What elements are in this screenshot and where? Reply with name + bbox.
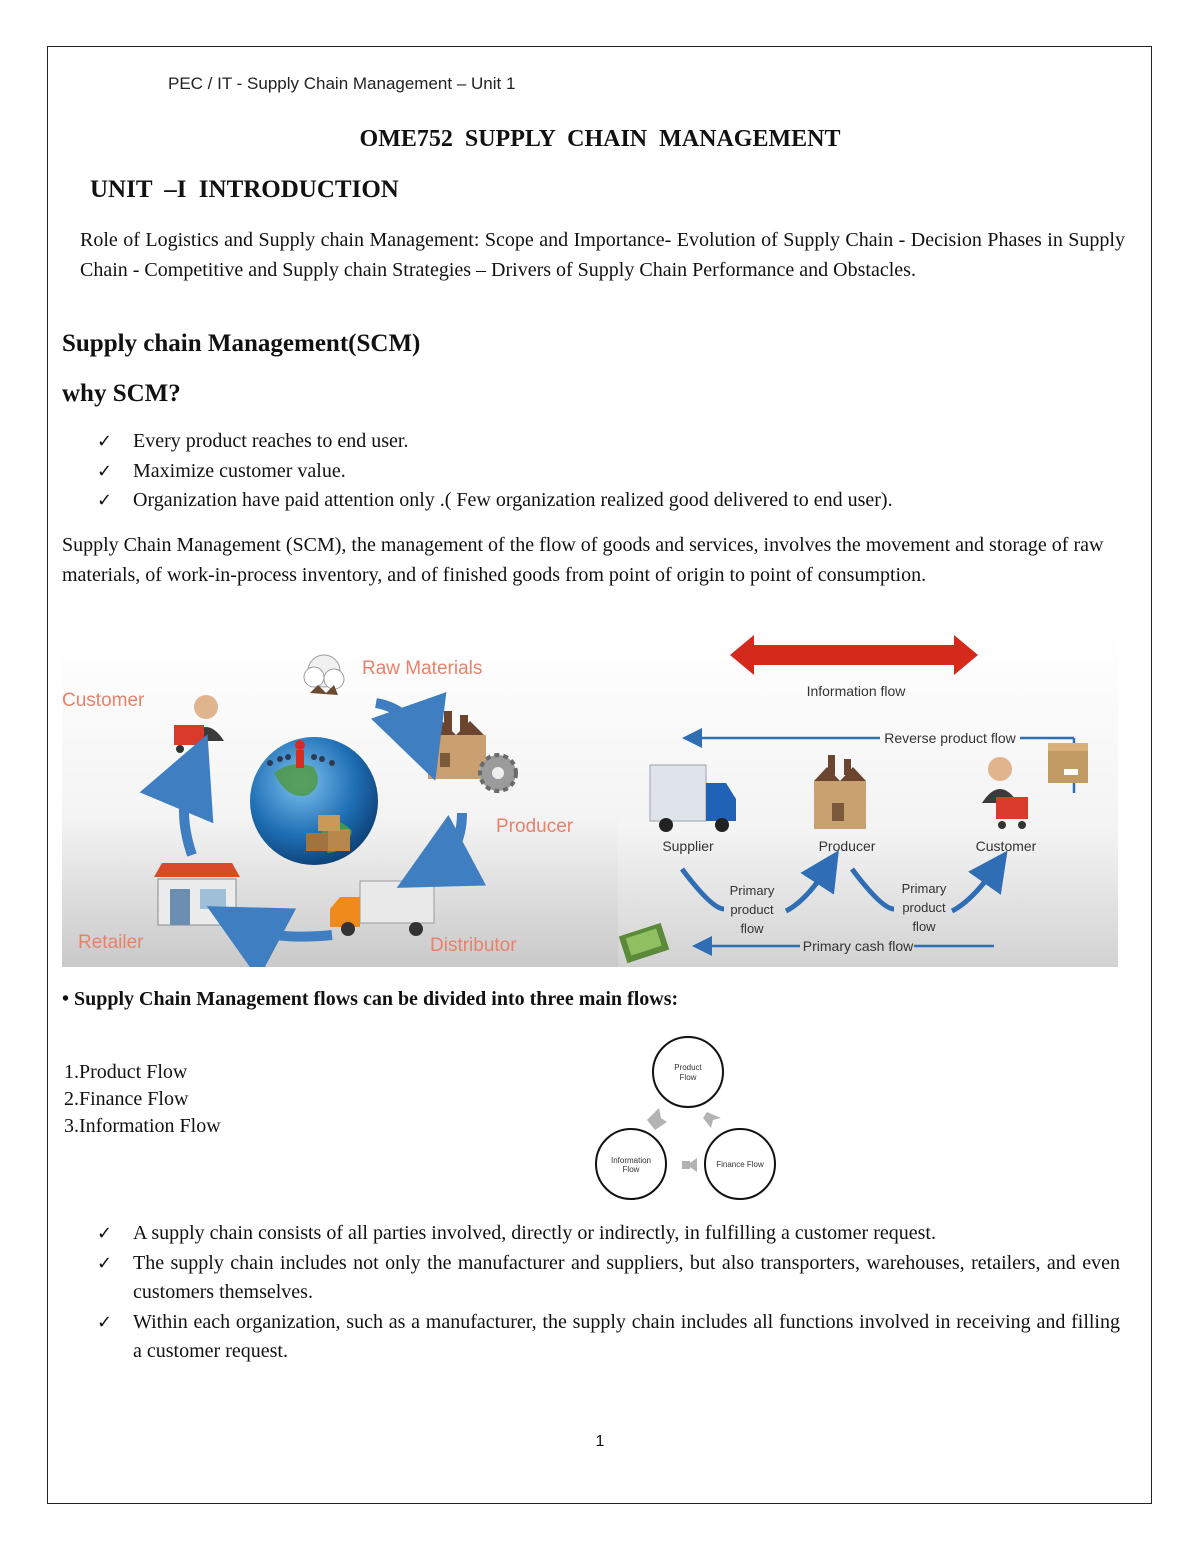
check-icon: ✓ xyxy=(97,431,113,452)
label-information-flow: Information flow xyxy=(806,683,906,699)
retailer-icon xyxy=(154,863,240,925)
label-producer: Producer xyxy=(496,816,574,837)
label-distributor: Distributor xyxy=(430,935,517,956)
page-header: PEC / IT - Supply Chain Management – Unit 1 xyxy=(168,74,516,93)
check-icon: ✓ xyxy=(97,460,113,482)
label-supplier: Supplier xyxy=(662,838,714,854)
svg-text:Information: Information xyxy=(610,1156,652,1165)
flow-cycle-diagram xyxy=(585,1030,785,1210)
check-icon: ✓ xyxy=(97,490,113,511)
unit-heading: UNIT –I INTRODUCTION xyxy=(90,176,399,203)
definition-paragraph: Supply Chain Management (SCM), the management of the flow of goods and services, involves the movement and storage of raw materials, of work-in-process inventory, and of finished goods from point of origin to point of consumption. xyxy=(62,534,1104,586)
svg-text:Flow: Flow xyxy=(679,1073,697,1082)
label-primary-product-flow-1a: Primary xyxy=(729,883,775,898)
label-primary-product-flow-2a: Primary xyxy=(901,881,947,896)
list-item: ✓ Within each organization, such as a manufacturer, the supply chain includes all functions involved in receiving and filling a customer request. xyxy=(97,1308,1120,1367)
label-raw-materials: Raw Materials xyxy=(362,658,483,679)
supply-chain-points xyxy=(97,1219,1120,1367)
label-primary-product-flow-2c: flow xyxy=(912,919,936,934)
label-primary-product-flow-1b: product xyxy=(730,902,774,917)
package-icon xyxy=(1048,743,1088,783)
page-number: 1 xyxy=(595,1433,605,1450)
label-primary-product-flow-1c: flow xyxy=(740,921,764,936)
information-flow-node xyxy=(596,1129,666,1199)
supply-chain-figure xyxy=(62,633,1118,967)
flows-list xyxy=(64,1059,221,1140)
list-item: 2.Finance Flow xyxy=(64,1088,189,1110)
svg-text:Finance Flow: Finance Flow xyxy=(716,1160,764,1169)
flows-heading: • Supply Chain Management flows can be divided into three main flows: xyxy=(62,988,679,1010)
check-icon: ✓ xyxy=(97,1252,113,1274)
label-retailer: Retailer xyxy=(78,932,144,953)
check-icon: ✓ xyxy=(97,1223,113,1244)
list-item: ✓ Maximize customer value. xyxy=(97,457,893,487)
list-item: ✓ A supply chain consists of all parties involved, directly or indirectly, in fulfilling a customer request. xyxy=(97,1219,1120,1249)
label-customer: Customer xyxy=(62,690,145,711)
document-title: OME752 SUPPLY CHAIN MANAGEMENT xyxy=(359,126,841,152)
label-producer-right: Producer xyxy=(818,838,876,854)
list-item: ✓ Every product reaches to end user. xyxy=(97,427,893,457)
syllabus-paragraph: Role of Logistics and Supply chain Management: Scope and Importance- Evolution of Supply Chain - Decision Phases in Supply Chain - Competitive and Supply chain Strategies – Drivers of Supply Chain Performance and Obstacles. xyxy=(80,229,1125,281)
section-heading: Supply chain Management(SCM) xyxy=(62,330,421,357)
svg-text:Product: Product xyxy=(674,1063,702,1072)
svg-text:Flow: Flow xyxy=(622,1165,640,1174)
label-primary-product-flow-2b: product xyxy=(902,900,946,915)
product-flow-node xyxy=(653,1037,723,1107)
why-scm-list xyxy=(97,427,893,516)
list-item: 3.Information Flow xyxy=(64,1115,221,1137)
list-item: ✓ The supply chain includes not only the manufacturer and suppliers, but also transporters, warehouses, retailers, and even customers themselves. xyxy=(97,1249,1120,1308)
label-reverse-product-flow: Reverse product flow xyxy=(884,730,1016,746)
why-heading: why SCM? xyxy=(62,380,181,407)
list-item: 1.Product Flow xyxy=(64,1061,188,1083)
label-primary-cash-flow: Primary cash flow xyxy=(802,938,914,954)
check-icon: ✓ xyxy=(97,1311,113,1333)
label-customer-right: Customer xyxy=(975,838,1037,854)
finance-flow-node xyxy=(705,1129,775,1199)
list-item: ✓ Organization have paid attention only .( Few organization realized good delivered to end user). xyxy=(97,486,893,516)
